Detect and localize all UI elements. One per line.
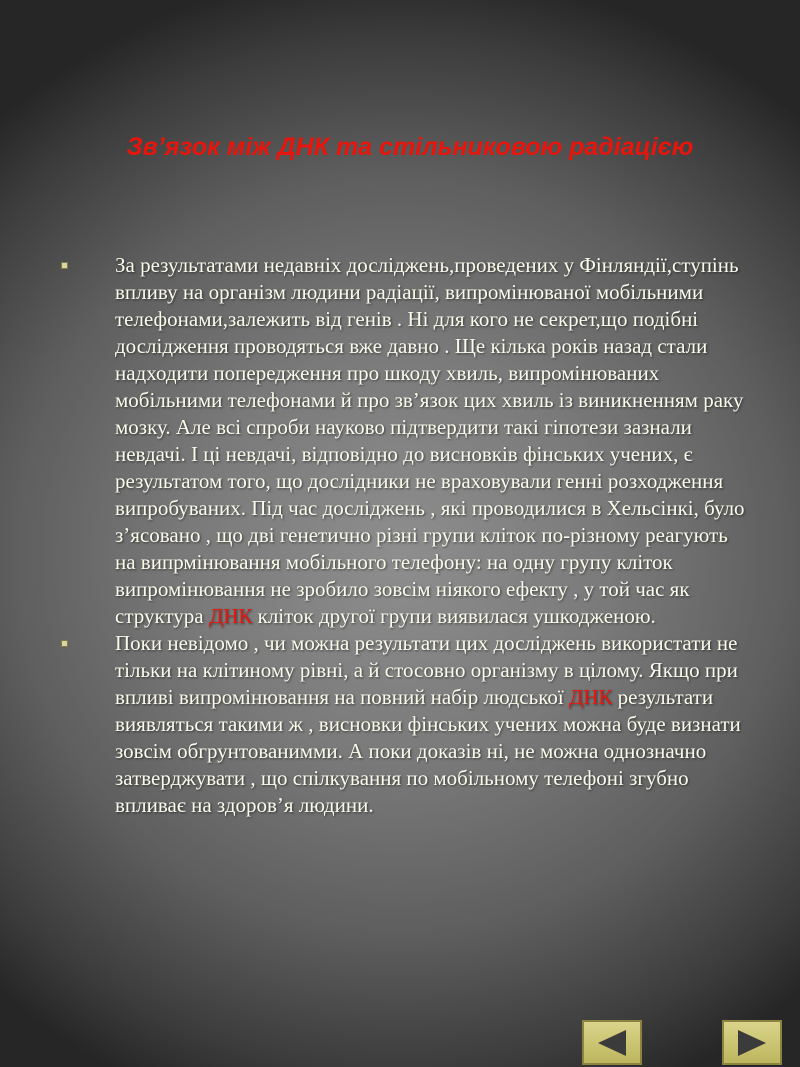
dna-highlight: ДНК (568, 685, 613, 709)
bullet-list (60, 252, 750, 819)
square-bullet-icon (61, 640, 68, 647)
square-bullet-icon (61, 262, 68, 269)
paragraph-1-text: За результатами недавніх досліджень,проведених у Фінляндії,ступінь впливу на організм людини радіації, випромінюваної мобільними телефонами,залежить від генів . Ні для кого не секрет,що подібні дослідження проводяться вже давно . Ще кілька років назад стали надходити попередження про шкоду хвиль, випромінюваних мобільними телефонами й про зв’язок цих хвиль із виникненням раку мозку. Але всі спроби науково підтвердити такі гіпотези зазнали невдачі. І ці невдачі, відповідно до висновків фінських учених, є результатом того, що дослідники не враховували генні розходження випробуваних. Під час досліджень , які проводилися в Хельсінкі, було з’ясовано , що дві генетично різні групи кліток по-різному реагують на випрмінювання мобільного телефону: на одну групу кліток випромінювання не зробило зовсім ніякого ефекту , у той час як структура (115, 253, 745, 628)
paragraph-2-text-end: результати виявляться такими ж , висновки фінських учених можна буде визнати зовсім обгрунтованимми. А поки доказів ні, не можна однозначно затверджувати , що спілкування по мобільному телефоні згубно впливає на здоров’я людини. (115, 685, 741, 817)
paragraph-1 (115, 252, 750, 630)
paragraph-1-text-end: кліток другої групи виявилася ушкодженою. (252, 604, 656, 628)
next-slide-button[interactable] (722, 1020, 782, 1065)
triangle-left-icon (598, 1030, 626, 1056)
dna-highlight: ДНК (208, 604, 253, 628)
previous-slide-button[interactable] (582, 1020, 642, 1065)
slide-title: Зв’язок між ДНК та стільниковою радіацією (126, 132, 694, 161)
triangle-right-icon (738, 1030, 766, 1056)
bullet-item-1 (60, 252, 750, 630)
bullet-item-2 (60, 630, 750, 819)
paragraph-2 (115, 630, 750, 819)
paragraph-2-text: Поки невідомо , чи можна результати цих досліджень використати не тільки на клітиному рівні, а й стосовно організму в цілому. Якщо при впливі випромінювання на повний набір людської (115, 631, 738, 709)
